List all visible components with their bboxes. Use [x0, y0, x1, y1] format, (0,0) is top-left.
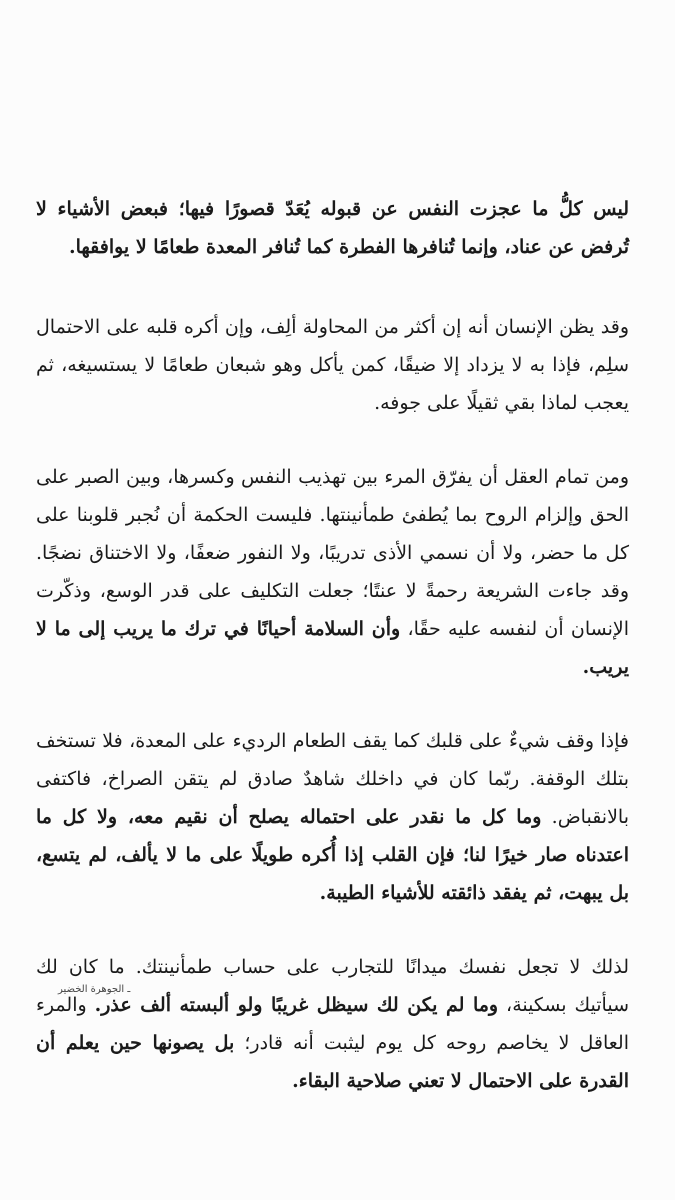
paragraph-4: [36, 722, 629, 912]
paragraph-5-bold-text-1: وما لم يكن لك سيظل غريبًا ولو ألبسته ألف عذر.: [94, 994, 499, 1016]
paragraph-5-text-2: والمرء العاقل لا يخاصم روحه كل يوم ليثبت أنه قادر؛: [36, 994, 629, 1054]
paragraph-4-text: فإذا وقف شيءٌ على قلبك كما يقف الطعام الرديء على المعدة، فلا تستخف بتلك الوقفة. ربّما كان في داخلك شاهدٌ صادق لم يتقن الصراخ، فاكتفى بالانقباض.: [36, 730, 630, 828]
paragraph-3: [36, 458, 629, 686]
paragraph-5-bold-text-2: بل يصونها حين يعلم أن القدرة على الاحتمال لا تعني صلاحية البقاء.: [36, 1032, 629, 1092]
paragraph-3-text: ومن تمام العقل أن يفرّق المرء بين تهذيب النفس وكسرها، وبين الصبر على الحق وإلزام الروح بما يُطفئ طمأنينتها. فليست الحكمة أن نُجبر قلوبنا على كل ما حضر، ولا أن نسمي الأذى تدريبًا، ولا النفور ضعفًا، ولا الاختناق نضجًا. وقد جاءت الشريعة رحمةً لا عنتًا؛ جعلت التكليف على قدر الوسع، وذكّرت الإنسان أن لنفسه عليه حقًا،: [36, 466, 630, 640]
paragraph-5: [36, 948, 629, 1100]
author-signature: ـ الجوهرة الخضير: [58, 984, 131, 995]
paragraph-2-text: وقد يظن الإنسان أنه إن أكثر من المحاولة ألِف، وإن أكره قلبه على الاحتمال سلِم، فإذا به لا يزداد إلا ضيقًا، كمن يأكل وهو شبعان طعامًا لا يستسيغه، ثم يعجب لماذا بقي ثقيلًا على جوفه.: [36, 316, 629, 414]
paragraph-2: [36, 308, 629, 422]
paragraph-3-bold-text: وأن السلامة أحيانًا في ترك ما يريب إلى ما لا يريب.: [36, 618, 629, 678]
paragraph-1-text: ليس كلُّ ما عجزت النفس عن قبوله يُعَدّ قصورًا فيها؛ فبعض الأشياء لا تُرفض عن عناد، وإنما تُنافرها الفطرة كما تُنافر المعدة طعامًا لا يوافقها.: [36, 198, 629, 258]
paragraph-4-bold-text: وما كل ما نقدر على احتماله يصلح أن نقيم معه، ولا كل ما اعتدناه صار خيرًا لنا؛ فإن القلب إذا أُكره طويلًا على ما لا يألف، لم يتسع، بل يبهت، ثم يفقد ذائقته للأشياء الطيبة.: [36, 806, 629, 904]
paragraph-5-text: لذلك لا تجعل نفسك ميدانًا للتجارب على حساب طمأنينتك. ما كان لك سيأتيك بسكينة،: [36, 956, 630, 1016]
article-body: [36, 190, 629, 1100]
paragraph-1: [36, 190, 629, 266]
